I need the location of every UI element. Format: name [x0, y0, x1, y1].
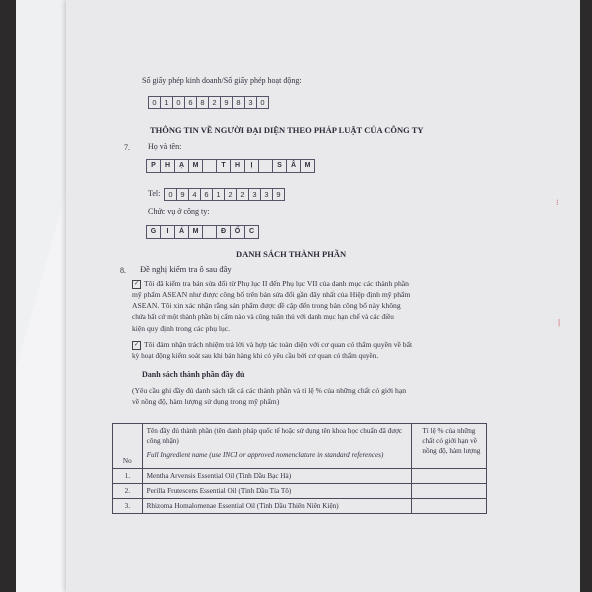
request-text: Đề nghị kiểm tra ô sau đây — [140, 264, 232, 274]
check2-line: Tôi đảm nhận trách nhiệm trả lời và hợp tác toàn diện với cơ quan có thẩm quyền về bất — [144, 340, 413, 349]
char-box: H — [160, 159, 175, 173]
rep-section-title: THÔNG TIN VỀ NGƯỜI ĐẠI DIỆN THEO PHÁP LUẬT CỦA CÔNG TY — [150, 125, 424, 135]
char-box: Á — [174, 225, 189, 239]
red-pen-mark: ⁝ — [556, 198, 559, 207]
char-box: S — [272, 159, 287, 173]
check1-line: Tôi đã kiểm tra bản sửa đổi từ Phụ lục II đến Phụ lục VII của danh mục các thành phần — [144, 279, 409, 288]
row-ratio — [412, 484, 487, 499]
row-name: Rhizoma Homalomenae Essential Oil (Tinh Dầu Thiên Niên Kiện) — [142, 499, 412, 514]
char-box: M — [300, 159, 315, 173]
char-box: Â — [286, 159, 301, 173]
char-box: 2 — [236, 188, 249, 201]
ingredients-table — [112, 423, 487, 514]
char-box: 8 — [196, 96, 209, 109]
name-boxes — [146, 159, 314, 173]
red-pen-mark: | — [558, 318, 561, 327]
check1-paragraph — [132, 278, 502, 334]
char-box: 0 — [172, 96, 185, 109]
row-ratio — [412, 499, 487, 514]
business-license-boxes — [148, 96, 268, 109]
ingredients-number: 8. — [120, 266, 126, 275]
position-label: Chức vụ ở công ty: — [148, 207, 210, 216]
header-no — [113, 424, 143, 469]
char-box: M — [188, 159, 203, 173]
char-box: Đ — [216, 225, 231, 239]
char-box — [202, 159, 217, 173]
char-box: G — [146, 225, 161, 239]
char-box: 3 — [260, 188, 273, 201]
row-name: Mentha Arvensis Essential Oil (Tinh Dầu Bạc Hà) — [142, 469, 412, 484]
table-row — [113, 484, 487, 499]
char-box: Ạ — [174, 159, 189, 173]
row-no: 2. — [113, 484, 143, 499]
phone-boxes — [164, 188, 284, 201]
char-box: C — [244, 225, 259, 239]
char-box: T — [216, 159, 231, 173]
char-box: 1 — [160, 96, 173, 109]
position-boxes — [146, 225, 258, 239]
table-header-row — [113, 424, 487, 469]
phone-label: Tel: — [148, 189, 161, 198]
check1-line: chứa bất cứ một thành phần bị cấm nào và cũng tuân thủ với danh mục hạn chế và các điều — [132, 313, 394, 321]
char-box: 1 — [212, 188, 225, 201]
char-box: 0 — [164, 188, 177, 201]
check1-line: kiện quy định trong các phụ lục. — [132, 324, 231, 333]
header-name-en: Full Ingredient name (use INCI or approved nomenclature in standard references) — [146, 451, 384, 459]
char-box: P — [146, 159, 161, 173]
right-border — [580, 0, 592, 592]
row-no: 1. — [113, 469, 143, 484]
name-label: Họ và tên: — [148, 142, 182, 151]
full-list-title: Danh sách thành phần đầy đủ — [142, 370, 245, 379]
char-box: 2 — [224, 188, 237, 201]
table-row — [113, 499, 487, 514]
char-box: 0 — [148, 96, 161, 109]
left-border — [0, 0, 16, 592]
check2-paragraph — [132, 339, 502, 361]
char-box: H — [230, 159, 245, 173]
char-box: 3 — [244, 96, 257, 109]
table-row — [113, 469, 487, 484]
char-box: 9 — [220, 96, 233, 109]
rep-section-number: 7. — [124, 143, 130, 152]
row-ratio — [412, 469, 487, 484]
char-box: Ố — [230, 225, 245, 239]
check1-line: mỹ phẩm ASEAN như được công bố trên bản sửa đổi gần đây nhất của Hiệp định mỹ phẩm — [132, 290, 411, 299]
char-box: Ị — [244, 159, 259, 173]
row-name: Perilla Frutescens Essential Oil (Tinh Dầu Tía Tô) — [142, 484, 412, 499]
header-name-vi: Tên đầy đủ thành phần (tên danh pháp quốc tế hoặc sử dụng tên khoa học chuẩn đã được công nhận) — [146, 427, 403, 445]
full-list-note — [132, 385, 502, 407]
char-box: I — [160, 225, 175, 239]
char-box: 9 — [272, 188, 285, 201]
header-ratio: Tỉ lệ % của những chất có giới hạn về nồng độ, hàm lượng — [412, 424, 487, 469]
char-box: 6 — [200, 188, 213, 201]
business-license-label: Số giấy phép kinh doanh/Số giấy phép hoạt động: — [142, 76, 302, 85]
full-list-note-line: (Yêu cầu ghi đầy đủ danh sách tất cả các thành phần và tỉ lệ % của những chất có giới hạn — [132, 386, 407, 395]
char-box: 3 — [248, 188, 261, 201]
checkbox-icon: ✓ — [133, 280, 140, 287]
check1-line: ASEAN. Tôi xin xác nhận rằng sản phẩm được đề cập đến trong bản công bố này không — [132, 301, 401, 310]
char-box: 4 — [188, 188, 201, 201]
header-name — [142, 424, 412, 469]
full-list-note-line: về nồng độ, hàm lượng sử dụng trong mỹ phẩm) — [132, 397, 280, 406]
checkbox-icon: ✓ — [133, 341, 140, 348]
check2-line: kỳ hoạt động kiểm soát sau khi bán hàng khi có yêu cầu bởi cơ quan có thẩm quyền. — [132, 351, 379, 360]
char-box — [202, 225, 217, 239]
ingredients-title: DANH SÁCH THÀNH PHẦN — [236, 249, 347, 259]
char-box: 8 — [232, 96, 245, 109]
char-box — [258, 159, 273, 173]
row-no: 3. — [113, 499, 143, 514]
char-box: 9 — [176, 188, 189, 201]
char-box: 0 — [256, 96, 269, 109]
char-box: M — [188, 225, 203, 239]
char-box: 6 — [184, 96, 197, 109]
char-box: 2 — [208, 96, 221, 109]
header-no-text: No — [122, 457, 132, 465]
